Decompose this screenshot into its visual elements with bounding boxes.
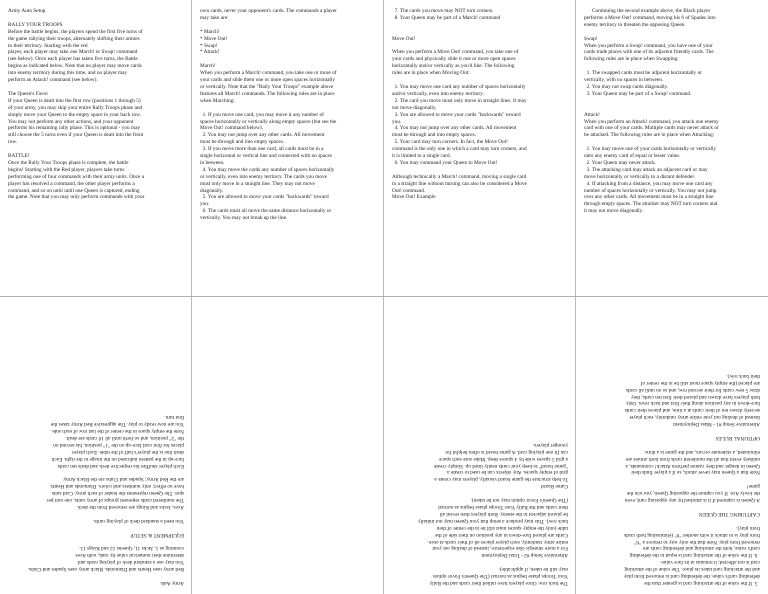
panel-bottom-1 xyxy=(0,297,192,594)
fold-line-1 xyxy=(191,0,192,594)
text-line: begins! Starting with the Red player, players take turns xyxy=(8,166,125,173)
text-line: card is not affected; it remains at its face value. xyxy=(660,559,760,566)
text-line xyxy=(8,84,184,91)
text-line: number of spaces horizontally or vertically. You may not jump xyxy=(584,187,717,194)
text-line: must be through and into empty spaces. xyxy=(200,139,285,146)
text-line: vertically, with no spaces in between. xyxy=(584,77,664,84)
text-line: the game. Note that you may only perform commands with your xyxy=(8,194,145,201)
text-line: in between. xyxy=(200,159,225,166)
text-line: places his first card face-up on the "1" position, his second on xyxy=(53,441,184,448)
text-line xyxy=(584,29,760,36)
text-line xyxy=(392,558,568,565)
text-line: When you perform a March! command, you take one or more of xyxy=(200,70,337,77)
text-line: back row). This may produce a setup that your Queen may not initially xyxy=(417,517,568,524)
text-line xyxy=(392,29,568,36)
text-line: * Attack! xyxy=(200,49,220,56)
text-line: be placed adjacent to the enemy. Both players then reveal all xyxy=(439,510,568,517)
text-line: command, and so on until until one Queen is captured, ending xyxy=(8,187,140,194)
text-line: Cards are placed face-down in any position on their side of the xyxy=(435,531,568,538)
text-line: Your Troops phase begins as normal (The Queen's Favor option xyxy=(432,573,568,580)
text-line xyxy=(8,469,184,476)
text-line: CAPTURING THE QUEEN xyxy=(698,510,760,517)
text-line: performs his remaining rally phase. This is optional - you may xyxy=(8,125,141,132)
text-line: 2. You may not jump over any other cards. All movement xyxy=(200,132,325,139)
text-line xyxy=(392,167,568,174)
text-line: The numbered cards represent groups of army units, one unit per xyxy=(46,497,184,504)
text-line: player, each player may take one March! or Swap! command xyxy=(8,49,138,56)
text-line: 5. Your card may turn corners. In fact, the Move Out! xyxy=(392,139,508,146)
text-line: For a more strategic-like experience, instead of dealing out your xyxy=(432,545,568,552)
text-line xyxy=(200,22,376,29)
text-line: own cards, never your opponent's cards. The commands a player xyxy=(200,8,337,14)
text-line: Army Aids xyxy=(160,580,184,586)
panel-text xyxy=(584,8,760,215)
text-line: in a straight line without turning can also be considered a Move xyxy=(392,180,527,187)
text-line: * Move Out! xyxy=(200,35,228,42)
text-line: The back row. Once players have rallied their cards and the Rally xyxy=(429,580,568,586)
text-line: may still be taken, if applicable). xyxy=(498,566,568,573)
text-line: When you perform an Attack! command, you attack one enemy xyxy=(584,118,719,125)
text-line: You are now ready to play. The aggressive Red Army takes the xyxy=(50,421,184,428)
text-line: both players have drawn and placed their first ten cards, they xyxy=(631,393,760,400)
text-line: A Queen is captured if it is attacked by any opposing card, even xyxy=(624,497,760,504)
text-line: To help structure the game board visually, players may create a xyxy=(434,476,568,483)
text-line: following rules are in place when Swapping: xyxy=(584,56,679,63)
text-line: features all March! commands. The following rules are in place xyxy=(200,90,335,97)
text-line xyxy=(584,517,760,524)
text-line xyxy=(584,476,760,483)
text-line: their cards and the Rally Your Troops phase begins as normal xyxy=(438,504,568,511)
text-line: You need a standard deck of playing cards. xyxy=(93,517,184,524)
text-line: Each player shuffles his respective deck and deals ten cards xyxy=(57,462,184,469)
text-line: 1. You may move one card any number of spaces horizontally xyxy=(392,83,526,90)
text-line: be attacked. The following rules are in place when Attacking: xyxy=(584,132,715,139)
text-line: their back row). xyxy=(726,372,760,379)
text-line: secretly draws ten of their cards at a time, and places their cards xyxy=(624,407,760,414)
panel-top-2 xyxy=(192,0,384,297)
text-line: have no effect; only numbers and colors. Diamonds and Hearts xyxy=(50,483,184,490)
text-line: * Swap! xyxy=(200,42,218,49)
text-line: Red army uses Hearts and Diamonds. Black army uses Spades and Clubs. xyxy=(27,566,184,573)
text-line: 3. You are allowed to move your cards "backwards" toward xyxy=(392,111,521,118)
text-line: When you perform a Move Out! command, you take one of xyxy=(392,49,519,56)
text-line xyxy=(584,427,760,434)
text-line: grid of empty spaces. Any objects can be used to create a xyxy=(447,469,568,476)
text-line xyxy=(584,63,760,70)
text-line xyxy=(584,441,760,448)
text-line: you. xyxy=(392,118,402,125)
text-line: unlikely event that all the numbered cards from both armies are xyxy=(625,455,760,462)
panel-top-4 xyxy=(576,0,768,297)
text-line: diagonally. xyxy=(200,187,224,194)
panel-text xyxy=(584,372,760,586)
text-line: 1. The swapped cards must be adjacent horizontally or xyxy=(584,70,703,77)
text-line: vertically. You may not break up the line. xyxy=(200,215,288,222)
text-line: 5. If the value of the attacking card is greater than the xyxy=(644,580,760,586)
text-line: performing one of four commands with their army units. Once a xyxy=(8,173,145,180)
text-line: cards trade places with one of its adjacent friendly cards. The xyxy=(584,49,714,56)
panel-text xyxy=(8,413,184,586)
text-line: younger players. xyxy=(532,441,568,448)
text-line: the game rallying their troops, alternately shifting their armies xyxy=(8,35,140,42)
text-line: defending card's value, the defending card is removed from play xyxy=(623,573,760,580)
text-line xyxy=(584,98,760,105)
text-line: or vertically, even into enemy territory. The cards you move xyxy=(200,173,328,180)
text-line: not move diagonally. xyxy=(392,104,437,111)
text-line: 3. If you move more than one card, all cards must be in a xyxy=(200,146,324,153)
text-line: and/or vertically, even into enemy territory. xyxy=(392,90,484,97)
text-line: must be through and into empty spaces. xyxy=(392,132,477,139)
text-line: are the Red Army; Spades and Clubs are the Black Army. xyxy=(62,476,184,483)
text-line: March! xyxy=(200,63,216,70)
text-line: 3. The attacking card may attack an adjacent card or may xyxy=(584,166,708,173)
text-line: to their territory. Starting with the red xyxy=(8,42,88,49)
text-line: Instead of dealing out your entire army randomly, each player xyxy=(629,414,760,421)
text-line: your cards and slide them one or more open spaces horizontally xyxy=(200,77,336,84)
text-line: Note that a Queen may never attack, so if a player finds their xyxy=(631,469,760,476)
text-line: Aces, Jacks and Kings are removed from the deck. xyxy=(76,504,184,511)
text-line: horizontally and/or vertically as you'd like. The following xyxy=(392,63,515,70)
text-line: Once the Rally Your Troops phase is complete, the battle xyxy=(8,159,129,166)
text-line: 6. You may command your Queen to Move Out! xyxy=(392,159,498,166)
fold-line-2 xyxy=(383,0,384,594)
text-line: 6. The cards must all move the same distance horizontally or xyxy=(200,208,332,215)
text-line xyxy=(8,15,184,22)
text-line: onto any enemy card of equal or lesser value. xyxy=(584,153,681,160)
text-line: begins as indicated below. Note that no player may move cards xyxy=(8,63,142,70)
panel-bottom-2 xyxy=(192,297,384,594)
text-line: face-down in any position along their first and back rows. Only xyxy=(625,400,760,407)
text-line: Attack! xyxy=(584,111,600,118)
text-line: you. xyxy=(200,201,210,208)
text-line xyxy=(392,22,568,29)
text-line: 3. Your Queen may be part of a Swap! command. xyxy=(584,90,692,97)
text-line: your cards and physically slide it one or more open spaces xyxy=(392,56,516,63)
text-line: row. xyxy=(8,139,18,146)
text-line: OPTIONAL RULES xyxy=(715,434,760,441)
text-line: When you perform a Swap! command, you have one of your xyxy=(584,42,713,49)
text-line: Although technically a March! command, moving a single card xyxy=(392,173,527,180)
text-line: must only move in a straight line. They may not move xyxy=(200,180,315,187)
panel-top-3 xyxy=(384,0,576,297)
text-line: enemy territory to threaten the opposing Queen. xyxy=(584,21,686,28)
text-line: first turn. xyxy=(164,414,184,421)
text-line: 4. You may not jump over any other cards. All movement xyxy=(392,125,517,132)
text-line: draw 5 new cards for their second row, and so on until all cards xyxy=(625,386,760,393)
text-line: are placed (the empty space must still be in the center of xyxy=(640,379,760,386)
text-line: You may use a standard deck of playing cards and xyxy=(77,559,184,566)
panel-text xyxy=(8,8,184,201)
text-line: 2. Your Queen may never attack. xyxy=(584,159,657,166)
text-line: performs a Move Out! command, moving his 6 of Spades into xyxy=(584,14,716,21)
text-line: 8. Your Queen may be part of a March! command xyxy=(392,14,501,21)
text-line xyxy=(392,489,568,496)
text-line: over any other cards. All movement must be in a straight line xyxy=(584,194,714,201)
text-line: spaces horizontally or vertically along empty spaces (but see the xyxy=(200,118,337,125)
panel-text xyxy=(392,441,568,586)
text-line: spot. The Queen represents the leader of each army. Card suits xyxy=(51,490,184,497)
text-line: (The Queen's Favor option may not be taken). xyxy=(470,497,568,504)
text-line: the lowly Ace. If you capture the opposing Queen, you win the xyxy=(626,490,760,497)
text-line: the "2" position, and so forth until all 10 cards are dealt. xyxy=(65,434,184,441)
text-line xyxy=(200,56,376,63)
text-line xyxy=(200,105,376,112)
text-line: Game Board xyxy=(541,483,568,490)
text-line: a grid 5 spaces wide by 4 spaces deep. Make sure each space xyxy=(439,455,568,462)
text-line: into enemy territory during this time, and no player may xyxy=(8,70,128,77)
text-line: player has resolved a command, the other player performs a xyxy=(8,180,135,187)
text-line: determine their numerical value by rank, with Aces xyxy=(75,552,184,559)
text-line xyxy=(392,77,568,84)
text-line: RALLY YOUR TROOPS xyxy=(8,21,63,28)
text-line: removed from play. Note that the only way to remove a "6" xyxy=(634,538,760,545)
text-line: 1. You may move one of your cards horizontally or vertically xyxy=(584,146,717,153)
text-line: 5. You are allowed to move your cards "backwards" toward xyxy=(200,194,329,201)
text-line: Move Out! command below). xyxy=(200,125,263,132)
text-line: can fit one playing card. A game board is often helpful for xyxy=(445,448,568,455)
text-line: The Queen's Favor xyxy=(8,90,49,97)
text-line: * March! xyxy=(200,28,220,35)
fold-line-horizontal xyxy=(0,296,768,297)
text-line: If your Queen is dealt into the first row (positions 1 through 5) xyxy=(8,97,141,104)
text-line: 7. The cards you move may NOT turn corners. xyxy=(392,8,494,14)
text-line: card with one of your cards. Multiple cards may never attack or xyxy=(584,125,719,132)
text-line: when Marching: xyxy=(200,97,235,104)
text-line: 4. You may move the cards any number of spaces horizontally xyxy=(200,166,335,173)
text-line: simply move your Queen to the empty space in your back row. xyxy=(8,111,141,118)
text-line: Continuing the second example above, the Black player xyxy=(584,8,711,14)
text-line: Move Out! xyxy=(392,35,416,42)
text-line: command is the only one in which a card may turn corners, and xyxy=(392,146,527,153)
text-line: and the attacking card takes its place. The value of the attacking xyxy=(624,566,760,573)
fold-line-3 xyxy=(575,0,576,594)
text-line: Swap! xyxy=(584,35,598,42)
text-line xyxy=(8,524,184,531)
text-line: of your army, you may skip your entire Rally Troops phase and xyxy=(8,104,143,111)
text-line: (see below). Once each player has taken five turns, the Battle xyxy=(8,56,138,63)
text-line: from play). xyxy=(736,524,760,531)
text-line: still choose the 5 turns even if your Queen is dealt into the front xyxy=(8,132,144,139)
text-line: 2. You may not swap cards diagonally. xyxy=(584,83,669,90)
text-line: single horizontal or vertical line and connected with no spaces xyxy=(200,153,332,160)
text-line: 4. If attacking from a distance, you may move one card any xyxy=(584,180,713,187)
panel-top-1 xyxy=(0,0,192,297)
text-line: "game board" to keep your cards neatly lined up. Simply create xyxy=(433,462,568,469)
text-line: move horizontally or vertically to a distant defender. xyxy=(584,173,696,180)
text-line: rules are in place when Moving Out: xyxy=(392,70,470,77)
text-line: table (only the empty spaces must still be in the center of their xyxy=(436,524,568,531)
text-line: Before the battle begins, the players spend the first five turns of xyxy=(8,28,143,35)
text-line: 2. The card you move must only move in straight lines. It may xyxy=(392,97,527,104)
text-line: counting as 1, Jacks 11, Queens 12 and Kings 13. xyxy=(79,545,184,552)
text-line: EQUIPMENT & SETUP xyxy=(130,531,184,538)
text-line: Queen in danger and they cannot perform Attack! commands, a xyxy=(625,462,760,469)
text-line xyxy=(8,146,184,153)
text-line: through empty spaces. The attacker may NOT turn corners and xyxy=(584,201,718,208)
text-line xyxy=(584,105,760,112)
text-line xyxy=(8,572,184,579)
text-line: perform an Attack! command (see below). xyxy=(8,77,98,84)
text-line: BATTLE! xyxy=(8,153,30,160)
text-line: dealt line is the player's half of the table. Each player xyxy=(71,448,184,455)
text-line: Army Auto Setup xyxy=(8,8,46,14)
text-line: may take are: xyxy=(200,14,229,21)
text-line xyxy=(8,538,184,545)
text-line: Alternative Setup #1 - Mass Deployment xyxy=(673,421,760,428)
text-line: it is limited to a single card. xyxy=(392,153,451,160)
text-line xyxy=(8,510,184,517)
panel-text xyxy=(200,8,376,222)
text-line: it may not move diagonally. xyxy=(584,208,644,215)
panel-text xyxy=(392,8,568,201)
panel-bottom-3 xyxy=(384,297,576,594)
text-line: 1. If you move one card, you may move it any number of xyxy=(200,111,324,118)
text-line: eliminated, a stalemate occurs, and the game is a draw. xyxy=(643,448,760,455)
text-line: Note the empty space in the center of the last row of each side. xyxy=(51,428,184,435)
text-line: Alternative Setup #2 - Total Deployment xyxy=(481,552,568,559)
text-line: Move Out! Example xyxy=(392,194,436,201)
text-line: You may not perform any other actions, and your opponent xyxy=(8,118,134,125)
text-line xyxy=(584,503,760,510)
text-line: Out! command. xyxy=(392,187,426,194)
text-line: game! xyxy=(746,483,760,490)
text-line: or vertically. Note that the "Rally Your Troops" example above xyxy=(200,83,334,90)
text-line: card's value, both the attacking and defending cards are xyxy=(642,545,760,552)
text-line: entire army randomly, each player places all of their cards at once. xyxy=(427,538,568,545)
panel-bottom-4 xyxy=(576,297,768,594)
text-line: 6. If the value of the attacking card is equal to the defending xyxy=(629,552,760,559)
text-line: face-up in the pattern indicated on the image to the right. Each xyxy=(51,455,184,462)
text-line: from play is to attack it with another "6" (eliminating both cards xyxy=(624,531,760,538)
